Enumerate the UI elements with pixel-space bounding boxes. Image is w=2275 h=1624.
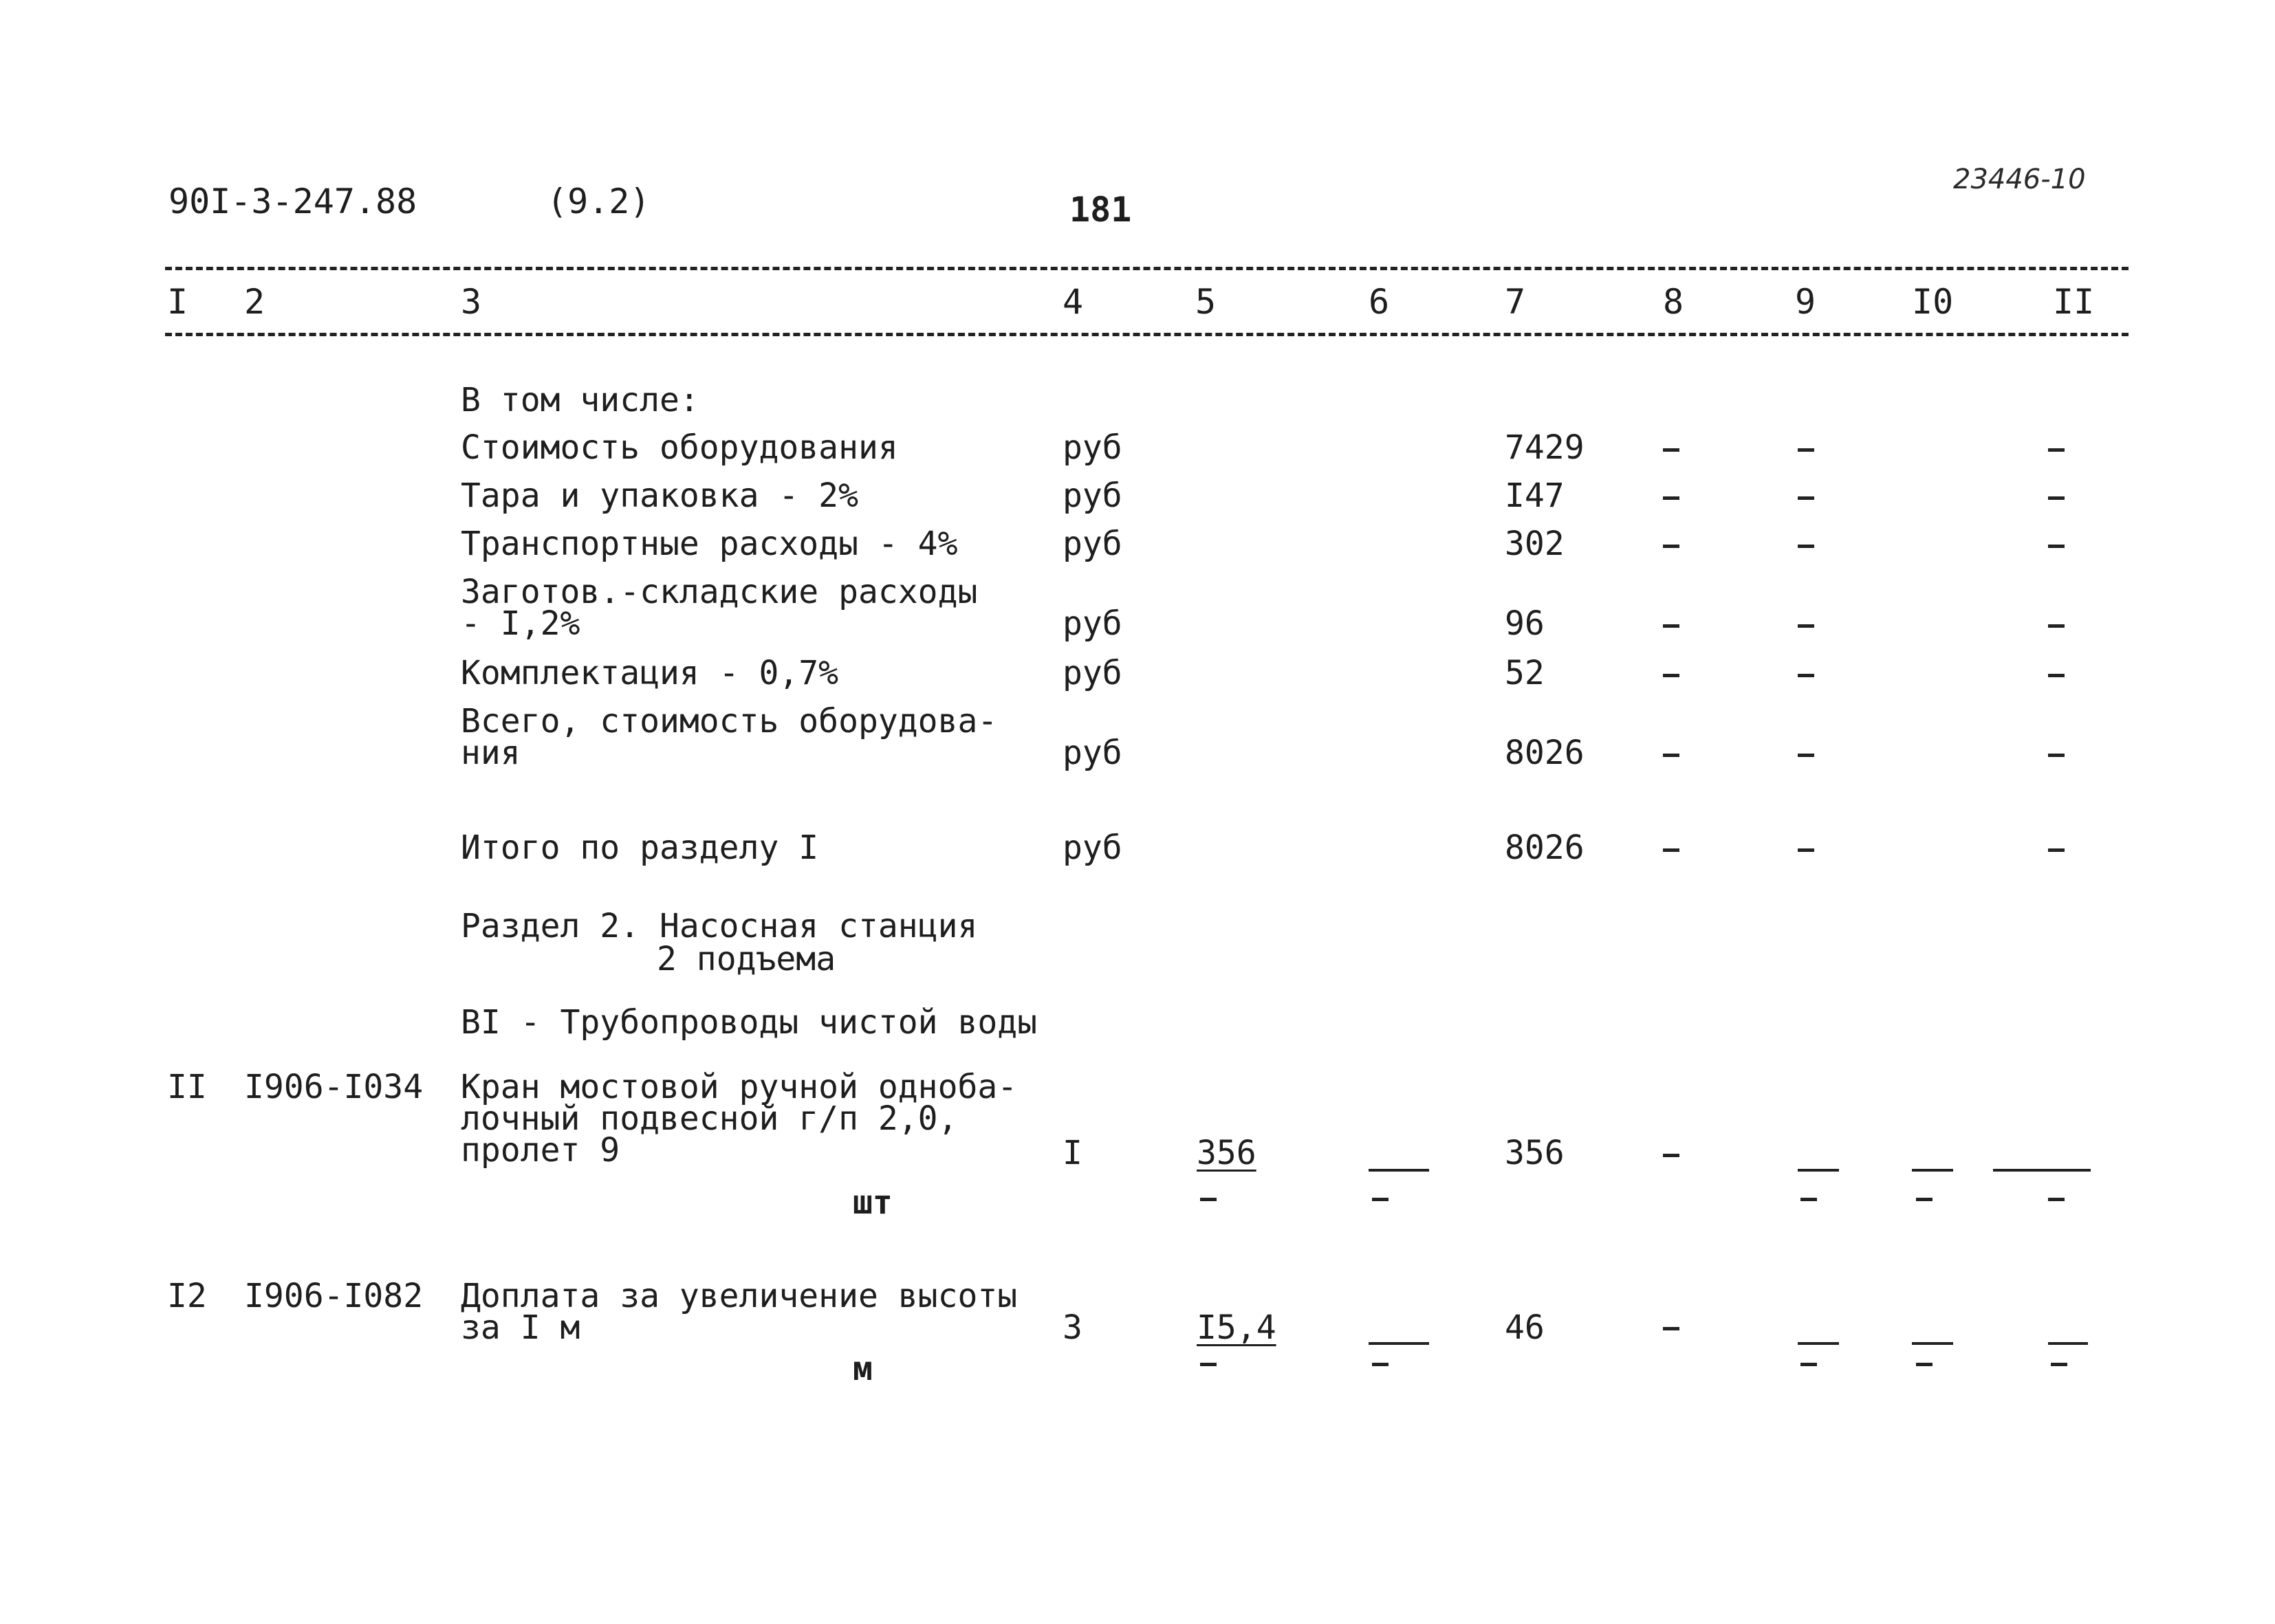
empty-mark-col8 — [1663, 545, 1679, 548]
row-total: 302 — [1505, 525, 1565, 563]
item-code: I906-I082 — [244, 1277, 424, 1315]
empty-mark-col9 — [1798, 1342, 1839, 1345]
subtotal-name: Итого по разделу I — [461, 829, 819, 867]
row-total: 96 — [1505, 604, 1545, 643]
row-unit: руб — [1063, 654, 1122, 692]
item-unit-price: I5,4 — [1197, 1308, 1276, 1347]
row-unit: руб — [1063, 734, 1122, 772]
empty-mark-col11 — [2048, 1342, 2088, 1345]
empty-mark-col6 — [1369, 1169, 1429, 1172]
section-ref: (9.2) — [547, 182, 651, 221]
row-name-line-1: Заготов.-складские расходы — [461, 573, 978, 611]
empty-mark-col11 — [2048, 754, 2065, 757]
subtotal-unit: руб — [1063, 829, 1122, 867]
empty-mark-col11 — [2048, 496, 2065, 500]
column-header-5: 5 — [1195, 282, 1217, 322]
empty-mark-col10 — [1912, 1169, 1953, 1172]
row-name: Тара и упаковка - 2% — [461, 476, 858, 515]
empty-mark-col8 — [1663, 754, 1679, 757]
empty-mark-col11-sub — [2051, 1363, 2067, 1366]
empty-mark-col11-sub — [2048, 1198, 2065, 1201]
empty-mark-col9 — [1798, 674, 1814, 677]
item-name-line-1: Кран мостовой ручной однoба- — [461, 1068, 1018, 1106]
empty-mark-col8 — [1663, 848, 1679, 852]
header-rule-bottom — [165, 333, 2129, 336]
row-unit: руб — [1063, 476, 1122, 515]
row-name: Транспортные расходы - 4% — [461, 525, 958, 563]
empty-mark-col10 — [1912, 1342, 1953, 1345]
empty-mark-col11 — [2048, 448, 2065, 452]
empty-mark-col11 — [2048, 674, 2065, 677]
empty-mark-col11 — [2048, 545, 2065, 548]
row-unit: руб — [1063, 428, 1122, 467]
empty-mark-col6 — [1369, 1342, 1429, 1345]
empty-mark-col10-sub — [1916, 1363, 1933, 1366]
empty-mark-col6-sub — [1372, 1198, 1389, 1201]
item-name-line-3: пролет 9 — [461, 1131, 620, 1170]
row-total: 7429 — [1505, 428, 1585, 467]
doc-code: 90I-3-247.88 — [168, 182, 417, 221]
empty-mark-col10-sub — [1916, 1198, 1933, 1201]
empty-mark-col8 — [1663, 674, 1679, 677]
item-unit: шт — [853, 1183, 893, 1222]
empty-mark-col6-sub — [1372, 1363, 1389, 1366]
empty-mark-col8 — [1663, 448, 1679, 452]
row-total: 8026 — [1505, 734, 1585, 772]
item-quantity: 3 — [1063, 1308, 1082, 1347]
item-total: 46 — [1505, 1308, 1545, 1347]
empty-mark-col9 — [1798, 624, 1814, 628]
empty-mark-col9-sub — [1800, 1363, 1817, 1366]
empty-mark-col9 — [1798, 848, 1814, 852]
empty-mark-col8 — [1663, 1327, 1679, 1330]
archive-number: 23446-10 — [1953, 164, 2086, 195]
section-title-line-2: 2 подъема — [657, 940, 836, 978]
empty-mark-col9 — [1798, 448, 1814, 452]
row-name: Комплектация - 0,7% — [461, 654, 839, 692]
empty-mark-col8 — [1663, 1154, 1679, 1157]
column-header-4: 4 — [1063, 282, 1084, 322]
column-header-7: 7 — [1505, 282, 1526, 322]
column-header-2: 2 — [244, 282, 265, 322]
section-title-line-1: Раздел 2. Насосная станция — [461, 907, 978, 945]
column-header-9: 9 — [1795, 282, 1816, 322]
column-header-6: 6 — [1369, 282, 1390, 322]
column-header-8: 8 — [1663, 282, 1684, 322]
empty-mark-col9 — [1798, 545, 1814, 548]
row-total: I47 — [1505, 476, 1565, 515]
item-name-line-2: за I м — [461, 1308, 580, 1347]
page-number: 181 — [1069, 190, 1132, 230]
item-unit: м — [853, 1350, 873, 1388]
empty-mark-col9 — [1798, 754, 1814, 757]
header-rule-top — [165, 267, 2129, 270]
row-total: 52 — [1505, 654, 1545, 692]
block-intro: В том числе: — [461, 381, 699, 419]
empty-mark-col9-sub — [1800, 1198, 1817, 1201]
item-unit-price: 356 — [1197, 1134, 1256, 1172]
empty-mark-col8 — [1663, 496, 1679, 500]
empty-mark-col9 — [1798, 1169, 1839, 1172]
empty-mark-col11 — [2048, 624, 2065, 628]
row-unit: руб — [1063, 525, 1122, 563]
subsection-title: BI - Трубопроводы чистой воды — [461, 1003, 1038, 1042]
column-header-3: 3 — [461, 282, 482, 322]
subtotal-total: 8026 — [1505, 829, 1585, 867]
column-header-10: I0 — [1912, 282, 1954, 322]
row-name-line-2: - I,2% — [461, 604, 580, 643]
row-unit: руб — [1063, 604, 1122, 643]
empty-mark-col8 — [1663, 624, 1679, 628]
column-header-1: I — [167, 282, 188, 322]
empty-mark-col5-sub — [1200, 1363, 1217, 1366]
item-total: 356 — [1505, 1134, 1565, 1172]
item-name-line-1: Доплата за увеличение высоты — [461, 1277, 1018, 1315]
item-quantity: I — [1063, 1134, 1082, 1172]
empty-mark-col9 — [1798, 496, 1814, 500]
item-number: I2 — [167, 1277, 207, 1315]
empty-mark-col11 — [2048, 848, 2065, 852]
empty-mark-col11 — [1993, 1169, 2091, 1172]
column-header-11: II — [2053, 282, 2095, 322]
row-name-line-2: ния — [461, 734, 521, 772]
empty-mark-col5-sub — [1200, 1198, 1217, 1201]
item-number: II — [167, 1068, 207, 1106]
item-code: I906-I034 — [244, 1068, 424, 1106]
row-name: Стоимость оборудования — [461, 428, 898, 467]
item-name-line-2: лочный подвесной г/п 2,0, — [461, 1099, 958, 1138]
row-name-line-1: Всего, стоимость оборудова- — [461, 702, 998, 740]
